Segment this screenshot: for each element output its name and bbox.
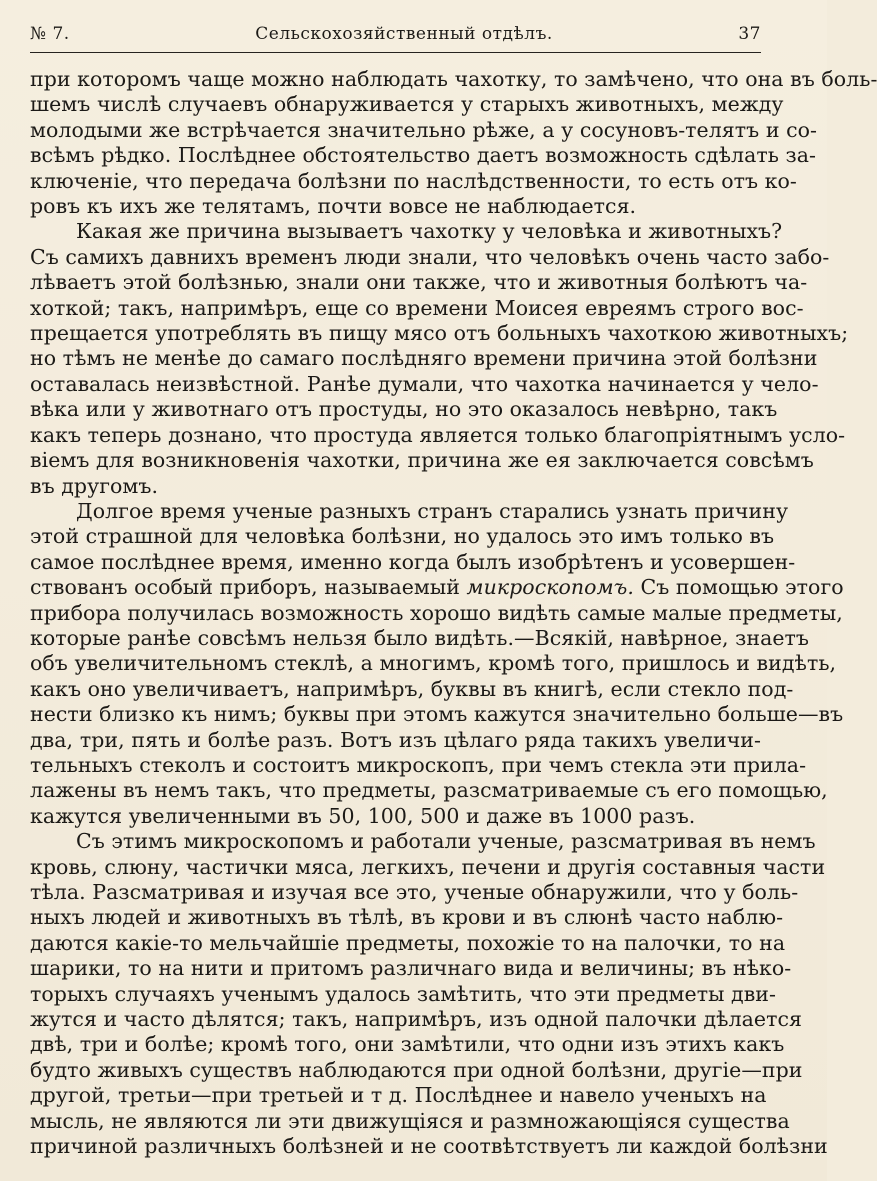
page-number: 37 (738, 24, 761, 44)
text-line: какъ оно увеличиваетъ, напримѣръ, буквы въ книгѣ, если стекло под- (30, 676, 794, 701)
text-line: но тѣмъ не менѣе до самаго послѣдняго времени причина этой болѣзни (30, 346, 818, 371)
text-line: Долгое время ученые разныхъ странъ старались узнать причину (76, 498, 789, 523)
text-line: какъ теперь дознано, что простуда является только благопріятнымъ усло- (30, 422, 846, 447)
text-line: нести близко къ нимъ; буквы при этомъ кажутся значительно больше—въ (30, 702, 844, 727)
paragraph (30, 219, 849, 498)
text-line: молодыми же встрѣчается значительно рѣже, а у сосуновъ-телятъ и со- (30, 117, 818, 142)
section-title: Сельскохозяйственный отдѣлъ. (255, 24, 553, 44)
paragraph (30, 498, 844, 829)
text-line: вѣка или у животнаго отъ простуды, но это оказалось невѣрно, такъ (30, 397, 778, 422)
text-line: шемъ числѣ случаевъ обнаруживается у старыхъ животныхъ, между (30, 92, 784, 117)
text-line: объ увеличительномъ стеклѣ, а многимъ, кромѣ того, пришлось и видѣть, (30, 651, 837, 676)
text-line: тѣла. Разсматривая и изучая все это, ученые обнаружили, что у боль- (30, 880, 799, 904)
text-line: прибора получилась возможность хорошо видѣть самые малые предметы, (30, 600, 843, 625)
issue-number: № 7. (30, 24, 70, 44)
text-line: при которомъ чаще можно наблюдать чахотку, то замѣчено, что она въ боль- (30, 67, 877, 91)
text-line: этой страшной для человѣка болѣзни, но удалось это имъ только въ (30, 524, 775, 549)
text-line: жутся и часто дѣлятся; такъ, напримѣръ, изъ одной палочки дѣлается (30, 1007, 802, 1032)
text-line: Съ этимъ микроскопомъ и работали ученые, разсматривая въ немъ (76, 829, 816, 854)
text-line: которые ранѣе совсѣмъ нельзя было видѣть.—Всякій, навѣрное, знаетъ (30, 625, 810, 650)
text-line: самое послѣднее время, именно когда былъ изобрѣтенъ и усовершен- (30, 549, 796, 574)
paragraph (30, 829, 828, 1159)
text-line: двѣ, три и болѣе; кромѣ того, они замѣтили, что одни изъ этихъ какъ (30, 1032, 785, 1057)
text-line: даются какіе-то мельчайшіе предметы, похожіе то на палочки, то на (30, 930, 786, 955)
text-line: ровъ къ ихъ же телятамъ, почти вовсе не наблюдается. (30, 194, 637, 219)
text-line: другой, третьи—при третьей и т д. Послѣднее и навело ученыхъ на (30, 1083, 767, 1108)
text-line: Съ самихъ давнихъ временъ люди знали, что человѣкъ очень часто забо- (30, 244, 830, 269)
text-line: лѣваетъ этой болѣзнью, знали они также, что и животныя болѣютъ ча- (30, 270, 808, 295)
paragraph (30, 67, 877, 219)
text-line: мысль, не являются ли эти движущіяся и размножающіяся существа (30, 1108, 790, 1133)
text-line: въ другомъ. (30, 473, 159, 498)
text-line: будто живыхъ существъ наблюдаются при одной болѣзни, другіе—при (30, 1057, 803, 1082)
text-line: віемъ для возникновенія чахотки, причина же ея заключается совсѣмъ (30, 448, 814, 473)
text-line: два, три, пять и болѣе разъ. Вотъ изъ цѣлаго ряда такихъ увеличи- (30, 727, 761, 752)
text-line: кажутся увеличенными въ 50, 100, 500 и даже въ 1000 разъ. (30, 803, 696, 828)
text-line: ключеніе, что передача болѣзни по наслѣдственности, то есть отъ ко- (30, 168, 797, 193)
text-line: причиной различныхъ болѣзней и не соотвѣтствуетъ ли каждой болѣзни (30, 1134, 828, 1159)
text-line: кровь, слюну, частички мяса, легкихъ, печени и другія составныя части (30, 854, 826, 879)
text-line: Какая же причина вызываетъ чахотку у человѣка и животныхъ? (76, 219, 783, 244)
text-line: хоткой; такъ, напримѣръ, еще со времени Моисея евреямъ строго вос- (30, 295, 804, 320)
body-text (30, 67, 877, 1159)
text-line: оставалась неизвѣстной. Ранѣе думали, что чахотка начинается у чело- (30, 371, 819, 396)
text-line: шарики, то на нити и притомъ различнаго вида и величины; въ нѣко- (30, 956, 792, 981)
text-line: ствованъ особый приборъ, называемый микроскопомъ. Съ помощью этого (30, 575, 844, 600)
text-line: всѣмъ рѣдко. Послѣднее обстоятельство даетъ возможность сдѣлать за- (30, 143, 816, 168)
text-line: прещается употреблять въ пищу мясо отъ больныхъ чахоткою животныхъ; (30, 321, 849, 346)
running-header (30, 24, 761, 50)
text-line: тельныхъ стеколъ и состоитъ микроскопъ, при чемъ стекла эти прила- (30, 752, 807, 777)
header-rule (30, 52, 761, 53)
text-line: лажены въ немъ такъ, что предметы, разсматриваемые съ его помощью, (30, 778, 828, 803)
text-line: ныхъ людей и животныхъ въ тѣлѣ, въ крови и въ слюнѣ часто наблю- (30, 905, 784, 930)
text-line: торыхъ случаяхъ ученымъ удалось замѣтить, что эти предметы дви- (30, 981, 776, 1006)
